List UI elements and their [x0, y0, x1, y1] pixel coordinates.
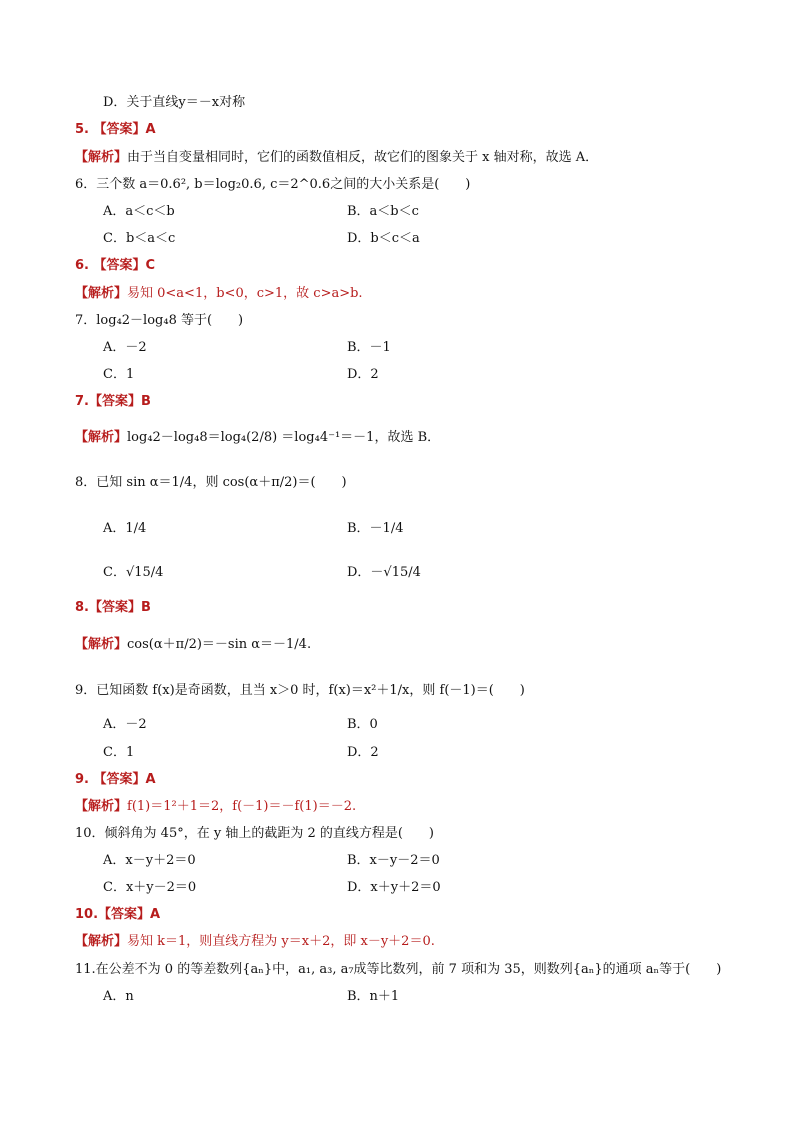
- q6-option-d: D．b＜c＜a: [347, 231, 420, 246]
- q6-option-a: A．a＜c＜b: [103, 204, 175, 219]
- q11-option-a: A．n: [103, 989, 134, 1004]
- q10-analysis: [75, 933, 435, 951]
- q5-analysis: [75, 149, 598, 167]
- q10-stem: 10．倾斜角为 45°，在 y 轴上的截距为 2 的直线方程是( ): [75, 826, 435, 841]
- q8-option-c: C．√15/4: [103, 565, 164, 580]
- q8-option-d: D．－√15/4: [347, 565, 421, 580]
- q6-analysis-text: 易知 0<a<1，b<0，c>1，故 c>a>b.: [127, 286, 363, 301]
- q7-option-a: A．－2: [103, 340, 147, 355]
- q10-option-c: C．x＋y－2＝0: [103, 880, 197, 895]
- q8-analysis: [75, 636, 311, 654]
- q8-analysis-tag: 【解析】: [75, 637, 128, 652]
- q10-option-b: B．x－y－2＝0: [347, 853, 440, 868]
- q6-analysis-tag: 【解析】: [75, 286, 128, 301]
- q9-option-b: B．0: [347, 717, 378, 732]
- q7-option-b: B．－1: [347, 340, 391, 355]
- q9-analysis-tag: 【解析】: [75, 799, 128, 814]
- q11-stem: 11.在公差不为 0 的等差数列{aₙ}中，a₁, a₃, a₇成等比数列，前 7 项和为 35，则数列{aₙ}的通项 aₙ等于( ): [75, 962, 722, 977]
- q6-stem: 6．三个数 a＝0.6², b＝log₂0.6, c＝2^0.6之间的大小关系是( ): [75, 177, 471, 192]
- q10-answer: 10.【答案】A: [75, 907, 161, 922]
- q8-option-b: B．－1/4: [347, 521, 404, 536]
- q8-stem: 8．已知 sin α＝1/4，则 cos(α＋π/2)＝( ): [75, 475, 347, 490]
- q7-analysis-tag: 【解析】: [75, 430, 128, 445]
- q9-analysis-text: f(1)＝1²＋1＝2，f(－1)＝－f(1)＝－2.: [127, 799, 357, 814]
- q5-answer: 5. 【答案】A: [75, 122, 156, 137]
- q7-stem: 7．log₄2－log₄8 等于( ): [75, 313, 244, 328]
- q7-option-d: D．2: [347, 367, 379, 382]
- q10-analysis-text: 易知 k＝1，则直线方程为 y＝x＋2，即 x－y＋2＝0.: [127, 934, 435, 949]
- q7-answer: 7.【答案】B: [75, 394, 151, 409]
- q5-analysis-text: 由于当自变量相同时，它们的函数值相反，故它们的图象关于 x 轴对称，故选 A．: [127, 150, 599, 165]
- q11-option-b: B．n＋1: [347, 989, 400, 1004]
- q9-option-a: A．－2: [103, 717, 147, 732]
- q7-option-c: C．1: [103, 367, 135, 382]
- q9-option-d: D．2: [347, 745, 379, 760]
- q9-stem: 9．已知函数 f(x)是奇函数，且当 x＞0 时，f(x)＝x²＋1/x，则 f(－1)＝( ): [75, 683, 525, 698]
- q6-option-b: B．a＜b＜c: [347, 204, 419, 219]
- q9-answer: 9. 【答案】A: [75, 772, 156, 787]
- q6-option-c: C．b＜a＜c: [103, 231, 176, 246]
- q7-analysis: [75, 429, 440, 447]
- q5-analysis-tag: 【解析】: [75, 150, 128, 165]
- q9-analysis: [75, 798, 356, 816]
- q10-option-a: A．x－y＋2＝0: [103, 853, 196, 868]
- q10-analysis-tag: 【解析】: [75, 934, 128, 949]
- q6-answer: 6. 【答案】C: [75, 258, 156, 273]
- q8-option-a: A．1/4: [103, 521, 147, 536]
- q8-analysis-text: cos(α＋π/2)＝－sin α＝－1/4.: [127, 637, 312, 652]
- q8-answer: 8.【答案】B: [75, 600, 151, 615]
- q7-analysis-text: log₄2－log₄8＝log₄(2/8) ＝log₄4⁻¹＝－1，故选 B．: [127, 430, 441, 445]
- q10-option-d: D．x＋y＋2＝0: [347, 880, 441, 895]
- q4-option-d: D．关于直线y＝－x对称: [103, 95, 246, 110]
- q6-analysis: [75, 285, 363, 303]
- q9-option-c: C．1: [103, 745, 135, 760]
